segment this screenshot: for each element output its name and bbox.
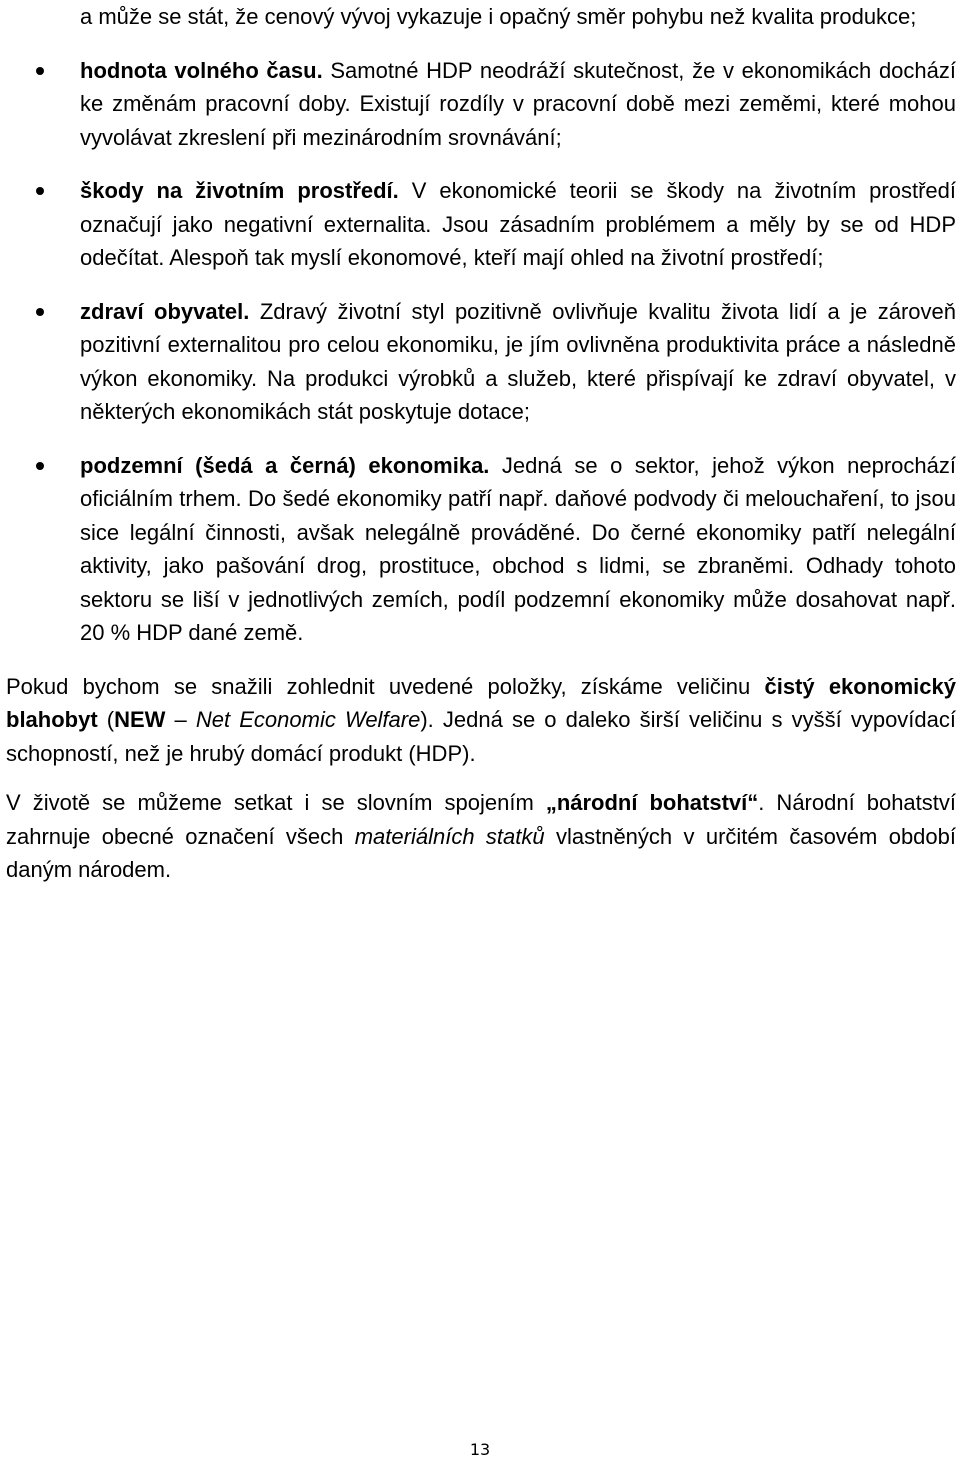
term-bold: „národní bohatství“	[545, 790, 759, 815]
paragraph-national-wealth	[6, 786, 956, 887]
list-item-heading: hodnota volného času.	[80, 57, 323, 83]
bullet-icon	[36, 67, 44, 75]
bullet-icon	[36, 462, 44, 470]
list-item	[6, 449, 956, 650]
list-item	[6, 295, 956, 429]
paragraph-text: Pokud bychom se snažili zohlednit uvedené položky, získáme veličinu	[6, 673, 765, 699]
list-item-heading: zdraví obyvatel.	[80, 298, 250, 324]
term-bold: čistý ekonomický blahobyt	[6, 673, 956, 732]
paragraph-text: vlastněných v určitém časovém období daným národem.	[6, 823, 957, 882]
list-item-text: a může se stát, že cenový vývoj vykazuje i opačný směr pohybu než kvalita produkce;	[80, 4, 917, 29]
paragraph-text: (	[97, 707, 115, 732]
paragraph-text: . Národní bohatství zahrnuje obecné označení všech	[6, 790, 956, 849]
list-item-text: Zdravý životní styl pozitivně ovlivňuje kvalitu života lidí a je zároveň pozitivní externalitou pro celou ekonomiku, je jím ovlivněna produktivita práce a následně výkon ekonomiky. Na produkci výrobků a služeb, které přispívají ke zdraví obyvatel, v některých ekonomikách stát poskytuje dotace;	[80, 298, 956, 424]
list-item	[6, 54, 956, 155]
list-item-heading: podzemní (šedá a černá) ekonomika.	[80, 452, 490, 478]
list-item	[6, 0, 956, 34]
paragraph-text: ). Jedná se o daleko širší veličinu s vyšší vypovídací schopností, než je hrubý domácí produkt (HDP).	[6, 707, 956, 766]
page-number: 13	[469, 1440, 491, 1459]
list-item-text: Samotné HDP neodráží skutečnost, že v ekonomikách dochází ke změnám pracovní doby. Existují rozdíly v pracovní době mezi zeměmi, které mohou vyvolávat zkreslení při mezinárodním srovnávání;	[80, 57, 957, 150]
term-italic: Net Economic Welfare	[195, 707, 421, 732]
bullet-list	[6, 0, 956, 650]
bullet-icon	[36, 308, 44, 316]
bullet-icon	[36, 187, 44, 195]
list-item	[6, 174, 956, 275]
list-item-text: V ekonomické teorii se škody na životním prostředí označují jako negativní externalita. Jsou zásadním problémem a měly by se od HDP odečítat. Alespoň tak myslí ekonomové, kteří mají ohled na životní prostředí;	[80, 178, 956, 270]
abbreviation-bold: NEW	[114, 707, 166, 732]
list-item-text: Jedná se o sektor, jehož výkon neprochází oficiálním trhem. Do šedé ekonomiky patří např. daňové podvody či melouchaření, to jsou sice legální činnosti, avšak nelegálně prováděné. Do černé ekonomiky patří nelegální aktivity, jako pašování drog, prostituce, obchod s lidmi, se zbraněmi. Odhady tohoto sektoru se liší v jednotlivých zemích, podíl podzemní ekonomiky může dosahovat např. 20 % HDP dané země.	[80, 452, 956, 645]
paragraph-text: V životě se můžeme setkat i se slovním spojením	[6, 790, 546, 815]
paragraph-net-economic-welfare	[6, 670, 956, 771]
document-page	[6, 0, 956, 903]
list-item-heading: škody na životním prostředí.	[80, 178, 399, 203]
term-italic: materiálních statků	[354, 823, 545, 849]
paragraph-text: –	[165, 707, 196, 732]
